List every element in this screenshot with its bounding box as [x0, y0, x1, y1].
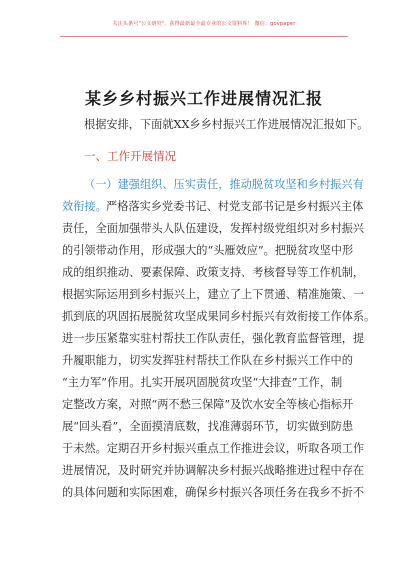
body-text-line: 根据实际运用到乡村振兴上，建立了上下贯通、精准施策、一	[62, 288, 365, 301]
body-text-line: “主力军”作用。扎实开展巩固脱贫攻坚“大排查”工作，制	[62, 376, 343, 389]
body-text-line: 升履职能力，切实发挥驻村帮扶工作队在乡村振兴工作中的	[62, 354, 353, 367]
body-text-line: 进展情况，及时研究并协调解决乡村振兴战略推进过程中存在	[62, 464, 365, 477]
body-text-line: 展“回头看”，全面摸清底数，找准薄弱环节，切实做到防患	[62, 420, 354, 433]
sub-heading-line-1: （一）建强组织、压实责任，推动脱贫攻坚和乡村振兴有	[84, 178, 364, 191]
section-heading-1: 一、工作开展情况	[84, 149, 176, 163]
body-text-line: 责任，全面加强带头人队伍建设，发挥村级党组织对乡村振兴	[62, 222, 365, 235]
body-text-line: 定整改方案，对照“两不愁三保障”及饮水安全等核心指标开	[62, 398, 354, 411]
body-text-line: 的引领带动作用，形成强大的“头雁效应”。把脱贫攻坚中形	[62, 244, 354, 257]
sub-heading-line-2: 效衔接。	[62, 200, 107, 213]
body-text-line: 的具体问题和实际困难，确保乡村振兴各项任务在我乡不折不	[62, 486, 365, 499]
header-divider	[60, 36, 348, 37]
intro-paragraph: 根据安排，下面就XX乡乡村振兴工作进展情况汇报如下。	[84, 118, 369, 131]
body-text-line: 严格落实乡党委书记、村党支部书记是乡村振兴主体	[106, 200, 364, 213]
body-text-line: 抓到底的巩固拓展脱贫攻坚成果同乡村振兴有效衔接工作体系。	[62, 310, 376, 323]
body-text-line: 成的组织推动、要素保障、政策支持、考核督导等工作机制，	[62, 266, 365, 279]
body-text-line: 进一步压紧靠实驻村帮扶工作队责任，强化教育监督管理，提	[62, 332, 365, 345]
body-text-line: 于未然。定期召开乡村振兴重点工作推进会议，听取各项工作	[62, 442, 365, 455]
top-banner-text: 关注头条号"公文研究"，获得最新最全最专业的公文资料库！ 微信：govpaper	[112, 21, 296, 27]
document-title: 某乡乡村振兴工作进展情况汇报	[84, 89, 323, 108]
